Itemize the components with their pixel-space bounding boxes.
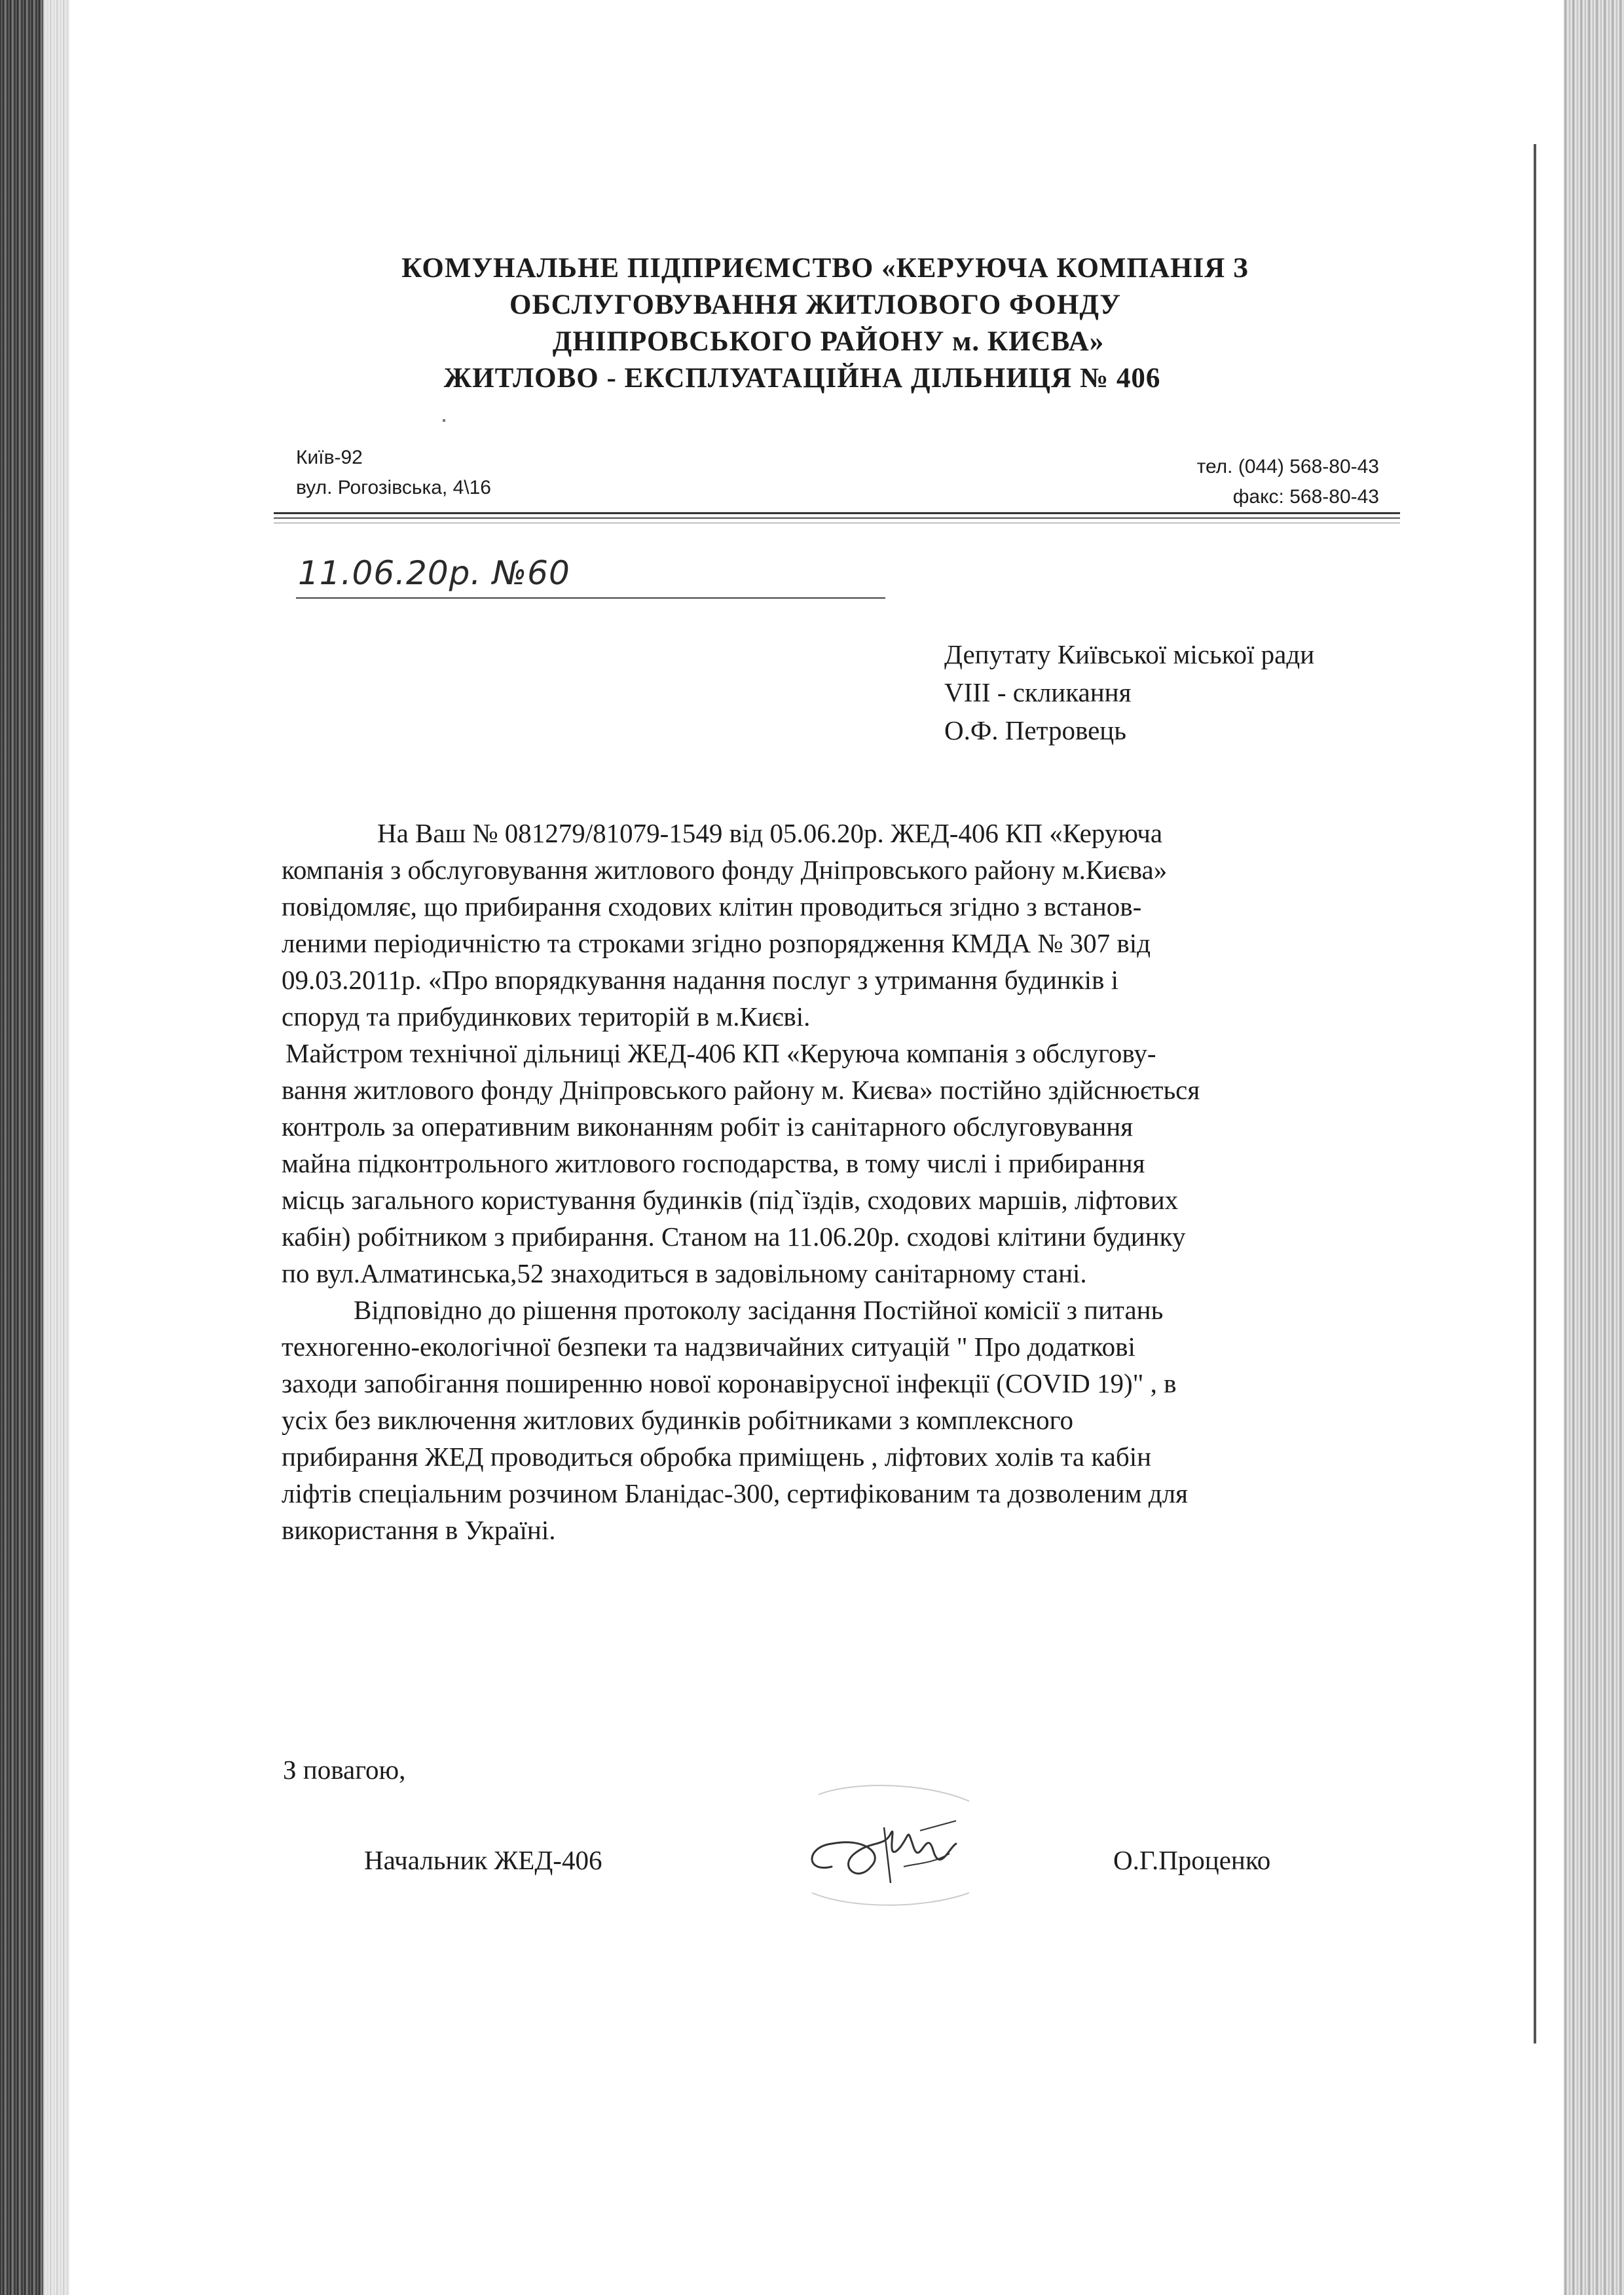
scan-fold-line xyxy=(1534,144,1536,2043)
body-line: прибирання ЖЕД проводиться обробка приміщень , ліфтових холів та кабін xyxy=(282,1442,1152,1472)
letterhead-line-4: ЖИТЛОВО - ЕКСПЛУАТАЦІЙНА ДІЛЬНИЦЯ № 406 xyxy=(443,363,1161,394)
outgoing-number-underline xyxy=(296,597,885,599)
body-line: 09.03.2011р. «Про впорядкування надання послуг з утримання будинків і xyxy=(282,965,1119,995)
header-rule xyxy=(274,512,1400,514)
letterhead xyxy=(0,250,1624,397)
body-line: споруд та прибудинкових територій в м.Києві. xyxy=(282,1001,811,1032)
body-line: повідомляє, що прибирання сходових клітин проводиться згідно з встанов- xyxy=(282,891,1142,922)
letterhead-line-3: ДНІПРОВСЬКОГО РАЙОНУ м. КИЄВА» xyxy=(552,326,1105,357)
letter-body xyxy=(282,815,1408,1548)
body-line: вання житлового фонду Дніпровського району м. Києва» постійно здійснюється xyxy=(282,1075,1200,1105)
body-line: На Ваш № 081279/81079-1549 від 05.06.20р. ЖЕД-406 КП «Керуюча xyxy=(377,818,1163,848)
recipient-block xyxy=(944,635,1314,749)
sender-street: вул. Рогозівська, 4\16 xyxy=(296,477,491,498)
sender-city: Київ-92 xyxy=(296,447,363,468)
body-line: леними періодичністю та строками згідно розпорядження КМДА № 307 від xyxy=(282,928,1151,958)
body-line: компанія з обслуговування житлового фонду Дніпровського району м.Києва» xyxy=(282,855,1168,885)
body-line: кабін) робітником з прибирання. Станом на 11.06.20р. сходові клітини будинку xyxy=(282,1222,1186,1252)
body-line: Майстром технічної дільниці ЖЕД-406 КП «Керуюча компанія з обслугову- xyxy=(286,1038,1156,1068)
handwritten-signature xyxy=(792,1768,989,1912)
body-line: по вул.Алматинська,52 знаходиться в задовільному санітарному стані. xyxy=(282,1258,1087,1288)
body-line: майна підконтрольного житлового господарства, в тому числі і прибирання xyxy=(282,1148,1145,1178)
body-line: використання в Україні. xyxy=(282,1515,556,1545)
body-line: ліфтів спеціальним розчином Бланідас-300, сертифікованим та дозволеним для xyxy=(282,1478,1188,1508)
recipient-line-2: VIII - скликання xyxy=(944,677,1132,707)
body-line: заходи запобігання поширенню нової коронавірусної інфекції (COVID 19)" , в xyxy=(282,1368,1177,1398)
body-line: місць загального користування будинків (під`їздів, сходових маршів, ліфтових xyxy=(282,1185,1179,1215)
letterhead-line-1: КОМУНАЛЬНЕ ПІДПРИЄМСТВО «КЕРУЮЧА КОМПАНІЯ З xyxy=(401,253,1249,284)
header-rule-2 xyxy=(274,517,1400,519)
body-line: усіх без виключення житлових будинків робітниками з комплексного xyxy=(282,1405,1073,1435)
sender-fax: факс: 568-80-43 xyxy=(1232,486,1379,508)
sender-phone: тел. (044) 568-80-43 xyxy=(1196,456,1379,477)
recipient-line-3: О.Ф. Петровець xyxy=(944,715,1126,745)
body-line: контроль за оперативним виконанням робіт із санітарного обслуговування xyxy=(282,1111,1134,1142)
signatory-name: О.Г.Проценко xyxy=(1113,1845,1271,1875)
closing-regards: З повагою, xyxy=(283,1755,406,1785)
body-line: Відповідно до рішення протоколу засідання Постійної комісії з питань xyxy=(354,1295,1164,1325)
sender-contacts xyxy=(1197,452,1379,512)
body-line: техногенно-екологічної безпеки та надзвичайних ситуацій " Про додаткові xyxy=(282,1332,1135,1362)
recipient-line-1: Депутату Київської міської ради xyxy=(944,639,1315,669)
letterhead-line-2: ОБСЛУГОВУВАННЯ ЖИТЛОВОГО ФОНДУ xyxy=(509,289,1121,320)
sender-address xyxy=(296,443,491,503)
signatory-title: Начальник ЖЕД-406 xyxy=(364,1845,602,1875)
outgoing-date-number: 11.06.20р. №60 xyxy=(298,554,570,592)
scan-speck xyxy=(443,419,445,422)
